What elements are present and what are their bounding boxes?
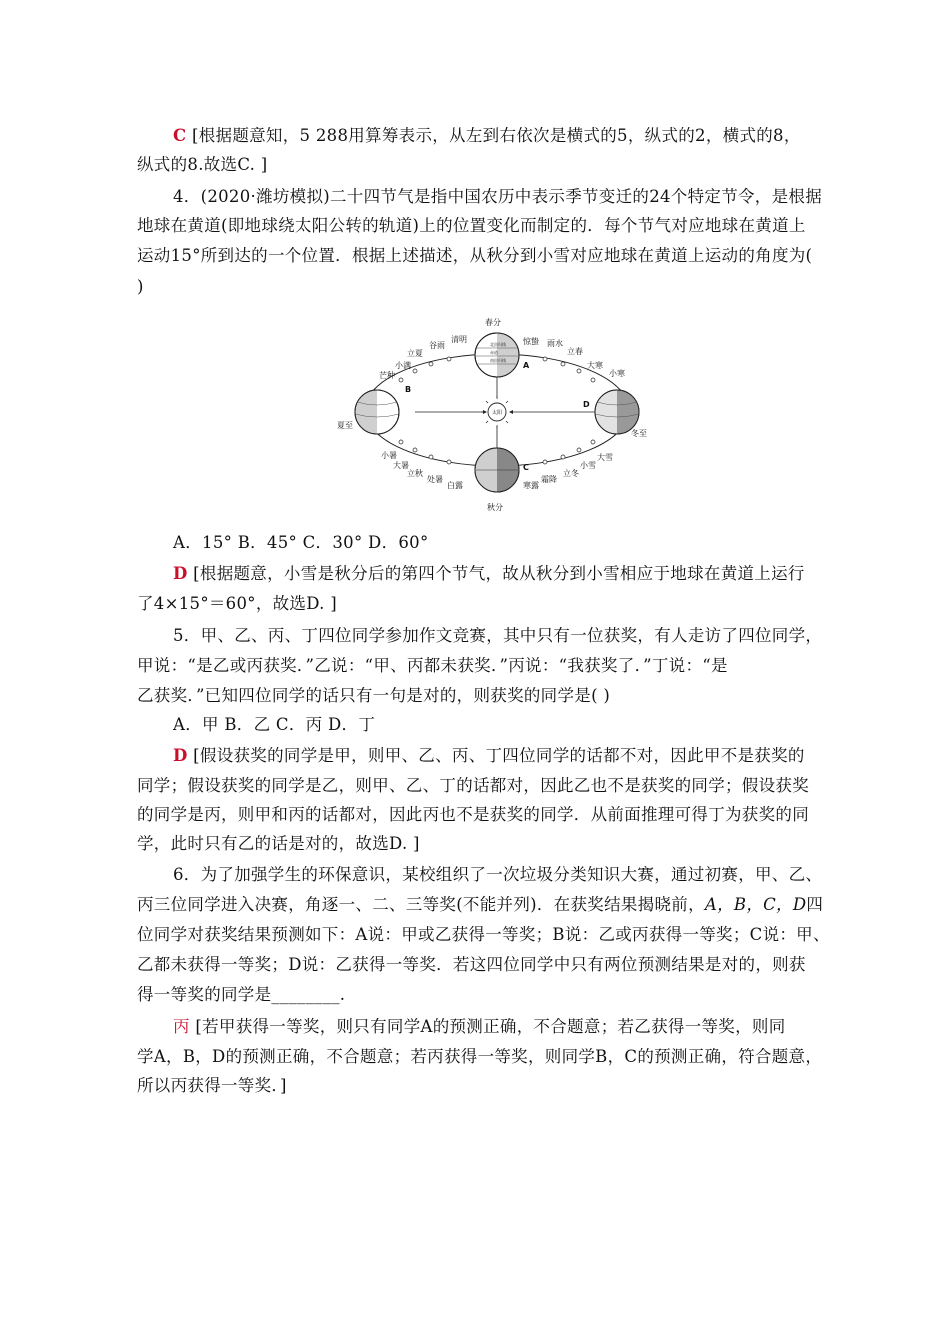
q6-stem-2a: 丙三位同学进入决赛，角逐一、二、三等奖(不能并列)．在获奖结果揭晓前， bbox=[137, 895, 705, 914]
q6-stem-5: 得一等奖的同学是________. bbox=[137, 985, 346, 1004]
term-dahan: 大寒 bbox=[587, 361, 603, 370]
term-daxue: 大雪 bbox=[597, 453, 613, 462]
term-lichun: 立春 bbox=[567, 347, 583, 356]
q6-explanation-3: 所以丙获得一等奖．] bbox=[137, 1076, 287, 1095]
q3-answer-line1 bbox=[173, 125, 817, 147]
q6-answer-line1 bbox=[173, 1016, 817, 1038]
q5-explanation-2: 同学；假设获奖的同学是乙，则甲、乙、丁的话都对，因此乙也不是获奖的同学；假设获奖 bbox=[137, 776, 809, 795]
q6-stem-2b: A，B，C，D bbox=[704, 895, 807, 914]
term-shuangjiang: 霜降 bbox=[541, 475, 557, 484]
q3-answer-letter: C bbox=[173, 126, 187, 145]
q5-stem-2: 甲说：“是乙或丙获奖．”乙说：“甲、丙都未获奖．”丙说：“我获奖了．”丁说：“是 bbox=[137, 656, 728, 675]
term-guyu: 谷雨 bbox=[429, 341, 445, 350]
point-D: D bbox=[583, 400, 590, 409]
q4-stem-3: 运动15°所到达的一个位置．根据上述描述，从秋分到小雪对应地球在黄道上运动的角度为( bbox=[137, 246, 813, 265]
term-jingzhe: 惊蛰 bbox=[523, 337, 539, 346]
term-hanlu: 寒露 bbox=[523, 481, 539, 490]
term-dashu: 大暑 bbox=[393, 461, 409, 470]
q6-stem-2 bbox=[137, 894, 824, 916]
q4-explanation-1: [根据题意，小雪是秋分后的第四个节气，故从秋分到小雪相应于地球在黄道上运行 bbox=[193, 564, 805, 583]
point-A: A bbox=[523, 361, 530, 370]
q4-stem-4: ) bbox=[137, 277, 144, 296]
point-C: C bbox=[523, 463, 529, 472]
term-liqiu: 立秋 bbox=[407, 469, 423, 478]
q6-stem-2c: 四 bbox=[806, 895, 824, 914]
term-xiaoxue: 小雪 bbox=[580, 461, 596, 470]
term-chunfen: 春分 bbox=[485, 318, 501, 327]
term-dongzhi: 冬至 bbox=[631, 429, 647, 438]
term-xiazhi: 夏至 bbox=[337, 421, 353, 430]
q6-stem-1: 6．为了加强学生的环保意识，某校组织了一次垃圾分类知识大赛，通过初赛，甲、乙、 bbox=[173, 865, 823, 884]
point-B: B bbox=[405, 385, 412, 394]
term-xiaoman: 小满 bbox=[395, 361, 411, 370]
term-lidong: 立冬 bbox=[563, 469, 579, 478]
globe-spring bbox=[475, 333, 519, 377]
term-yushui: 雨水 bbox=[547, 339, 563, 348]
q6-stem-4: 乙都未获得一等奖；D说：乙获得一等奖．若这四位同学中只有两位预测结果是对的，则获 bbox=[137, 955, 806, 974]
q4-answer-line1 bbox=[173, 563, 817, 585]
term-xiaohan: 小寒 bbox=[609, 369, 625, 378]
globe-label-equator: 赤道 bbox=[490, 350, 498, 355]
globe-label-tropic-cancer: 北回归线 bbox=[490, 342, 506, 347]
q4-explanation-2: 了4×15°＝60°，故选D. ] bbox=[137, 594, 337, 613]
q6-stem-3: 位同学对获奖结果预测如下：A说：甲或乙获得一等奖；B说：乙或丙获得一等奖；C说：甲、 bbox=[137, 925, 830, 944]
q5-stem-3: 乙获奖．”已知四位同学的话只有一句是对的，则获奖的同学是( ) bbox=[137, 686, 611, 705]
q4-stem-1: 4．(2020·潍坊模拟)二十四节气是指中国农历中表示季节变迁的24个特定节令，是根据 bbox=[173, 187, 823, 206]
term-bailu: 白露 bbox=[447, 481, 463, 490]
q5-answer-line1 bbox=[173, 745, 817, 767]
term-qingming: 清明 bbox=[451, 335, 467, 344]
q5-explanation-3: 的同学是丙，则甲和丙的话都对，因此丙也不是获奖的同学．从前面推理可得丁为获奖的同 bbox=[137, 805, 809, 824]
sun-icon bbox=[481, 396, 513, 428]
q6-answer: 丙 bbox=[173, 1017, 190, 1036]
globe-label-tropic-capricorn: 南回归线 bbox=[490, 358, 506, 363]
term-mangzhong: 芒种 bbox=[379, 371, 395, 380]
q4-answer-letter: D bbox=[173, 564, 188, 583]
globe-winter bbox=[595, 390, 639, 434]
term-xiaoshu: 小暑 bbox=[381, 451, 397, 460]
q5-answer-letter: D bbox=[173, 746, 188, 765]
term-qiufen: 秋分 bbox=[487, 503, 503, 512]
globe-summer bbox=[355, 390, 399, 434]
q6-explanation-2: 学A，B，D的预测正确，不合题意；若丙获得一等奖，则同学B，C的预测正确，符合题意， bbox=[137, 1047, 823, 1066]
term-chushu: 处暑 bbox=[427, 475, 443, 484]
q4-stem-2: 地球在黄道(即地球绕太阳公转的轨道)上的位置变化而制定的．每个节气对应地球在黄道上 bbox=[137, 216, 806, 235]
q3-explanation-1: [根据题意知，5 288用算筹表示，从左到右依次是横式的5，纵式的2，横式的8， bbox=[191, 126, 801, 145]
term-lixia: 立夏 bbox=[407, 349, 423, 358]
q5-explanation-1: [假设获奖的同学是甲，则甲、乙、丙、丁四位同学的话都不对，因此甲不是获奖的 bbox=[193, 746, 805, 765]
q6-explanation-1: [若甲获得一等奖，则只有同学A的预测正确，不合题意；若乙获得一等奖，则同 bbox=[195, 1017, 786, 1036]
q5-explanation-4: 学，此时只有乙的话是对的，故选D. ] bbox=[137, 834, 420, 853]
solar-terms-orbit-diagram bbox=[335, 310, 665, 515]
q3-explanation-2: 纵式的8.故选C. ] bbox=[137, 155, 268, 174]
q5-options: A．甲 B．乙 C．丙 D．丁 bbox=[173, 715, 376, 734]
globe-autumn bbox=[475, 448, 519, 492]
q5-stem-1: 5．甲、乙、丙、丁四位同学参加作文竞赛，其中只有一位获奖，有人走访了四位同学， bbox=[173, 626, 823, 645]
q4-options: A．15° B．45° C．30° D．60° bbox=[173, 533, 429, 552]
sun-label: 太阳 bbox=[491, 410, 503, 416]
